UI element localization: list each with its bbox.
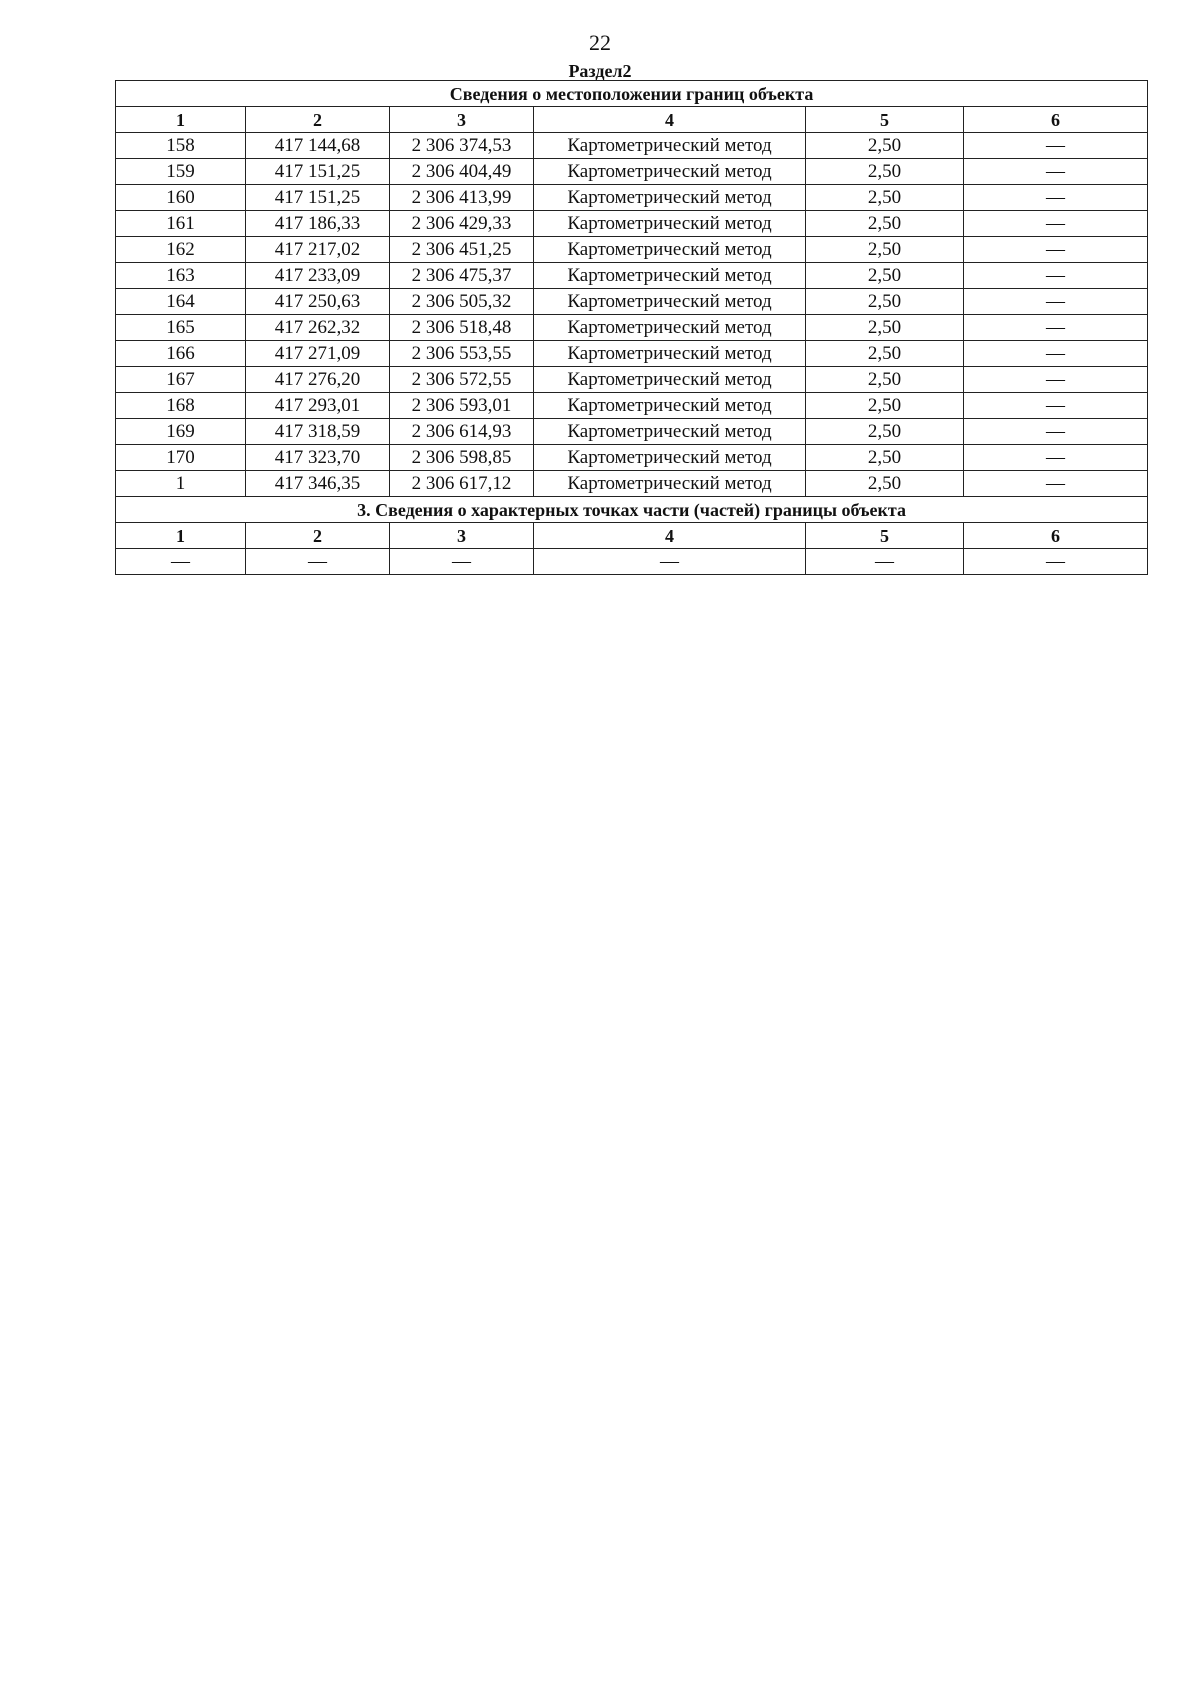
table1-cell: — <box>964 133 1148 159</box>
table1-cell: Картометрический метод <box>534 133 806 159</box>
table1-cell: 2,50 <box>806 445 964 471</box>
table1-row <box>116 159 1148 185</box>
table2-header-cell: 5 <box>806 523 964 549</box>
table1-cell: — <box>964 393 1148 419</box>
table1-cell: Картометрический метод <box>534 341 806 367</box>
table1-row <box>116 211 1148 237</box>
table1-cell: 2,50 <box>806 237 964 263</box>
table1-cell: 160 <box>116 185 246 211</box>
table2-cell: — <box>390 549 534 575</box>
table1-cell: Картометрический метод <box>534 159 806 185</box>
table1-cell: 2 306 518,48 <box>390 315 534 341</box>
table2-title-row <box>116 497 1148 523</box>
table1-cell: 163 <box>116 263 246 289</box>
table1-cell: 169 <box>116 419 246 445</box>
table2-title: 3. Сведения о характерных точках части (частей) границы объекта <box>116 497 1148 523</box>
boundary-table-body <box>116 81 1148 575</box>
table1-cell: Картометрический метод <box>534 211 806 237</box>
table1-cell: 167 <box>116 367 246 393</box>
table1-cell: 2,50 <box>806 289 964 315</box>
table2-header-cell: 2 <box>246 523 390 549</box>
table1-cell: 158 <box>116 133 246 159</box>
table2-row <box>116 549 1148 575</box>
table1-title: Сведения о местоположении границ объекта <box>116 81 1148 107</box>
table1-cell: Картометрический метод <box>534 393 806 419</box>
table1-cell: 2 306 553,55 <box>390 341 534 367</box>
table2-cell: — <box>964 549 1148 575</box>
table1-cell: 2 306 429,33 <box>390 211 534 237</box>
table1-header-cell: 3 <box>390 107 534 133</box>
table1-cell: 417 323,70 <box>246 445 390 471</box>
table1-header-row <box>116 107 1148 133</box>
table1-row <box>116 367 1148 393</box>
table1-cell: 2,50 <box>806 367 964 393</box>
table1-row <box>116 471 1148 497</box>
table1-cell: 2 306 598,85 <box>390 445 534 471</box>
table1-header-cell: 4 <box>534 107 806 133</box>
table1-cell: 2,50 <box>806 133 964 159</box>
table1-cell: Картометрический метод <box>534 367 806 393</box>
table2-header-cell: 1 <box>116 523 246 549</box>
table1-cell: 417 144,68 <box>246 133 390 159</box>
table1-cell: 2,50 <box>806 185 964 211</box>
table1-header-cell: 2 <box>246 107 390 133</box>
table1-cell: 164 <box>116 289 246 315</box>
table1-cell: — <box>964 367 1148 393</box>
table1-row <box>116 341 1148 367</box>
table1-cell: 417 262,32 <box>246 315 390 341</box>
table1-cell: 417 293,01 <box>246 393 390 419</box>
table1-header-cell: 6 <box>964 107 1148 133</box>
table1-cell: 2 306 374,53 <box>390 133 534 159</box>
table1-row <box>116 185 1148 211</box>
table1-row <box>116 445 1148 471</box>
table1-cell: 2,50 <box>806 393 964 419</box>
table1-cell: — <box>964 159 1148 185</box>
table2-cell: — <box>534 549 806 575</box>
table1-cell: Картометрический метод <box>534 419 806 445</box>
table1-cell: — <box>964 211 1148 237</box>
table1-cell: 417 151,25 <box>246 185 390 211</box>
table1-cell: — <box>964 185 1148 211</box>
table1-row <box>116 263 1148 289</box>
table1-cell: 2,50 <box>806 341 964 367</box>
table2-header-cell: 3 <box>390 523 534 549</box>
section-title: Раздел2 <box>568 61 632 81</box>
table1-row <box>116 133 1148 159</box>
table1-cell: 2,50 <box>806 471 964 497</box>
table1-cell: — <box>964 263 1148 289</box>
table1-cell: 2 306 475,37 <box>390 263 534 289</box>
table1-cell: — <box>964 419 1148 445</box>
table1-cell: Картометрический метод <box>534 237 806 263</box>
table1-cell: 417 186,33 <box>246 211 390 237</box>
table1-cell: 417 318,59 <box>246 419 390 445</box>
table1-cell: 2 306 614,93 <box>390 419 534 445</box>
table1-cell: 168 <box>116 393 246 419</box>
table1-cell: 417 250,63 <box>246 289 390 315</box>
table1-cell: 2 306 404,49 <box>390 159 534 185</box>
table1-cell: 2 306 617,12 <box>390 471 534 497</box>
table1-cell: Картометрический метод <box>534 289 806 315</box>
table2-cell: — <box>246 549 390 575</box>
table1-header-cell: 5 <box>806 107 964 133</box>
table1-cell: — <box>964 341 1148 367</box>
table1-title-row <box>116 81 1148 107</box>
table1-cell: 161 <box>116 211 246 237</box>
table1-header-cell: 1 <box>116 107 246 133</box>
table1-cell: 165 <box>116 315 246 341</box>
table1-cell: 166 <box>116 341 246 367</box>
table1-cell: 2,50 <box>806 211 964 237</box>
table2-header-cell: 4 <box>534 523 806 549</box>
table1-cell: 417 346,35 <box>246 471 390 497</box>
table1-cell: Картометрический метод <box>534 445 806 471</box>
table1-cell: 2 306 505,32 <box>390 289 534 315</box>
table1-cell: 2 306 413,99 <box>390 185 534 211</box>
table1-cell: 2,50 <box>806 159 964 185</box>
table1-cell: 159 <box>116 159 246 185</box>
table1-cell: 2,50 <box>806 419 964 445</box>
table1-cell: 417 151,25 <box>246 159 390 185</box>
table1-row <box>116 315 1148 341</box>
table1-cell: 417 233,09 <box>246 263 390 289</box>
table2-header-row <box>116 523 1148 549</box>
table1-cell: — <box>964 445 1148 471</box>
table1-cell: Картометрический метод <box>534 471 806 497</box>
table1-cell: 417 217,02 <box>246 237 390 263</box>
table1-cell: 1 <box>116 471 246 497</box>
table2-cell: — <box>116 549 246 575</box>
table1-cell: — <box>964 471 1148 497</box>
table1-cell: 2,50 <box>806 315 964 341</box>
table1-cell: — <box>964 315 1148 341</box>
table1-cell: Картометрический метод <box>534 185 806 211</box>
table1-cell: Картометрический метод <box>534 315 806 341</box>
table1-cell: 162 <box>116 237 246 263</box>
table1-row <box>116 419 1148 445</box>
page-number: 22 <box>589 30 611 55</box>
table1-cell: 2 306 572,55 <box>390 367 534 393</box>
table1-row <box>116 393 1148 419</box>
table1-cell: — <box>964 237 1148 263</box>
table1-cell: 417 276,20 <box>246 367 390 393</box>
table2-header-cell: 6 <box>964 523 1148 549</box>
table1-row <box>116 237 1148 263</box>
table1-cell: 2,50 <box>806 263 964 289</box>
table1-row <box>116 289 1148 315</box>
table1-cell: 170 <box>116 445 246 471</box>
table1-cell: 2 306 593,01 <box>390 393 534 419</box>
table2-cell: — <box>806 549 964 575</box>
table1-cell: 417 271,09 <box>246 341 390 367</box>
table1-cell: 2 306 451,25 <box>390 237 534 263</box>
table1-cell: — <box>964 289 1148 315</box>
boundary-table <box>115 80 1148 575</box>
table1-cell: Картометрический метод <box>534 263 806 289</box>
